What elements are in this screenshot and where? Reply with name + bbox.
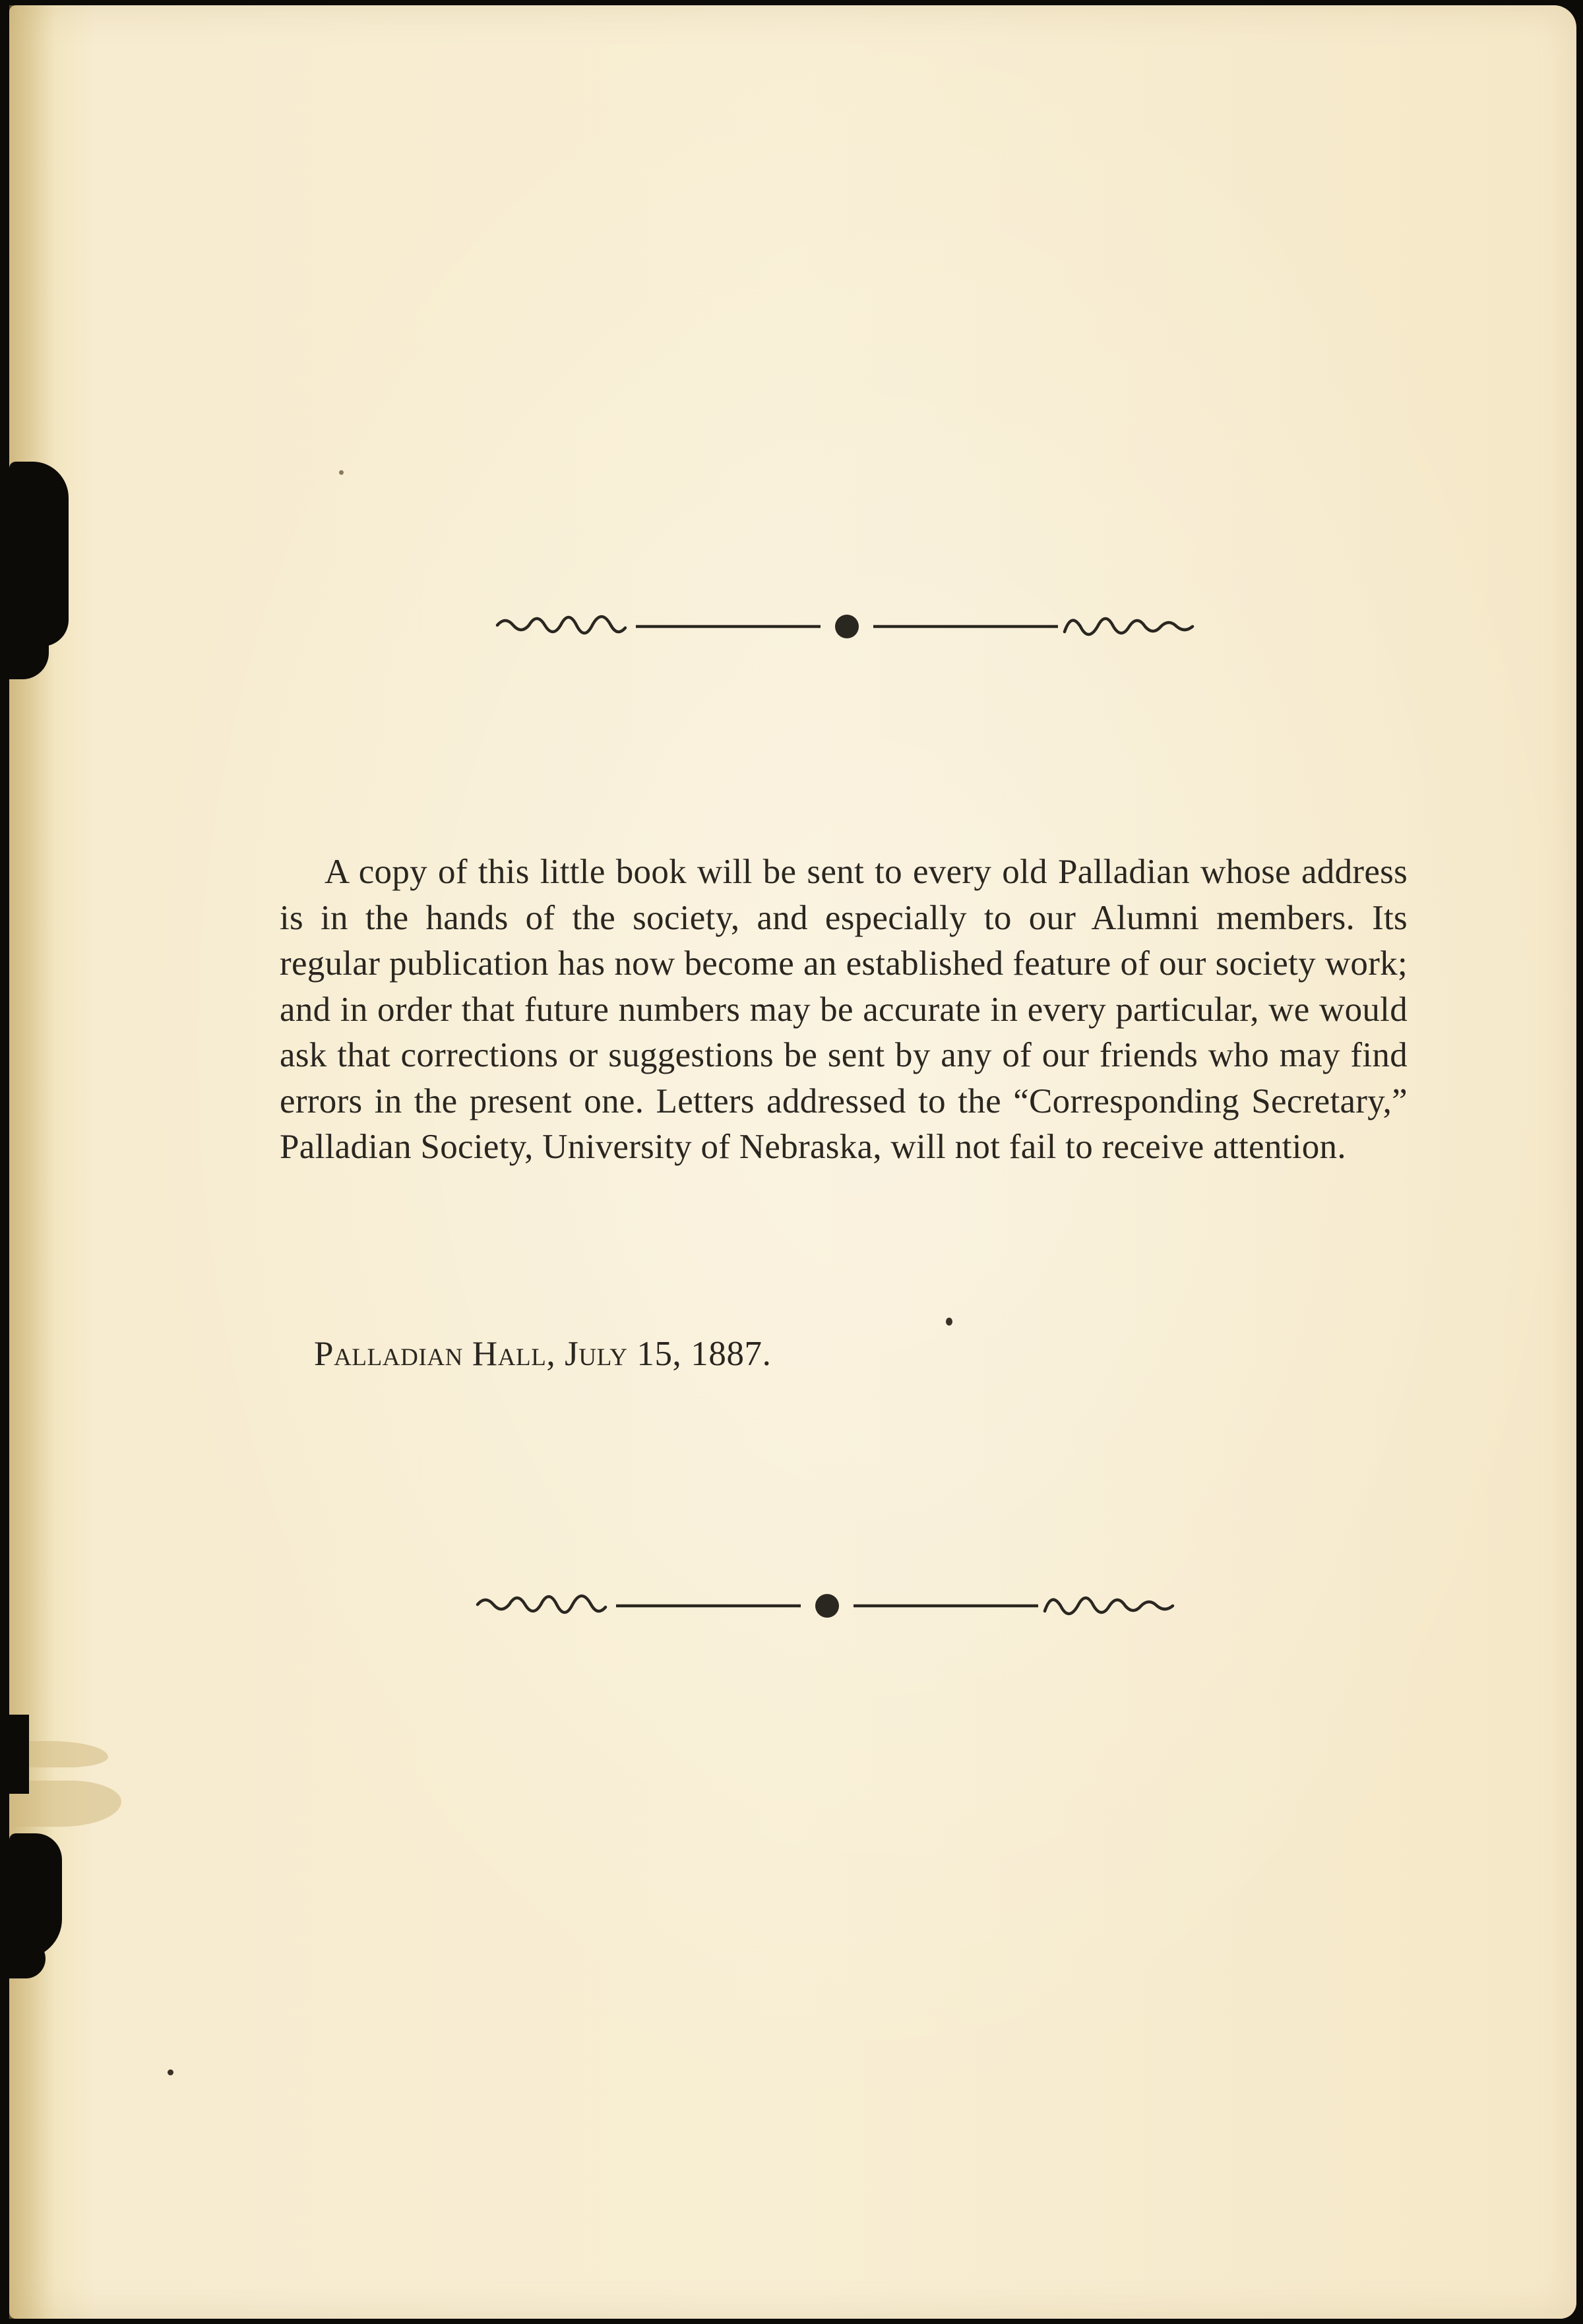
notice-paragraph: A copy of this little book will be sent to every old Palladian whose address is in the hands of the society, and especially to our Alumni members. Its regular publication has now become an established feature of our society work; and in order that future numbers may be accurate in every particular, we would ask that corrections or suggestions be sent by any of our friends who may find errors in the present one. Letters addressed to the “Corresponding Secretary,” Palladian Society, University of Nebraska, will not fail to receive attention. xyxy=(280,853,1408,1166)
top-ornament-icon xyxy=(484,599,1210,645)
page-damage xyxy=(9,462,69,646)
scroll-rule-ornament-icon xyxy=(484,599,1210,645)
page-damage xyxy=(9,1715,29,1794)
ink-speck xyxy=(339,470,344,475)
scroll-rule-ornament-icon xyxy=(464,1578,1190,1624)
dateline-signoff: Palladian Hall, July 15, 1887. xyxy=(314,1335,772,1373)
ink-speck xyxy=(946,1318,952,1326)
book-page xyxy=(9,5,1576,2319)
ink-speck xyxy=(168,2069,173,2075)
bottom-ornament-icon xyxy=(464,1578,1190,1624)
